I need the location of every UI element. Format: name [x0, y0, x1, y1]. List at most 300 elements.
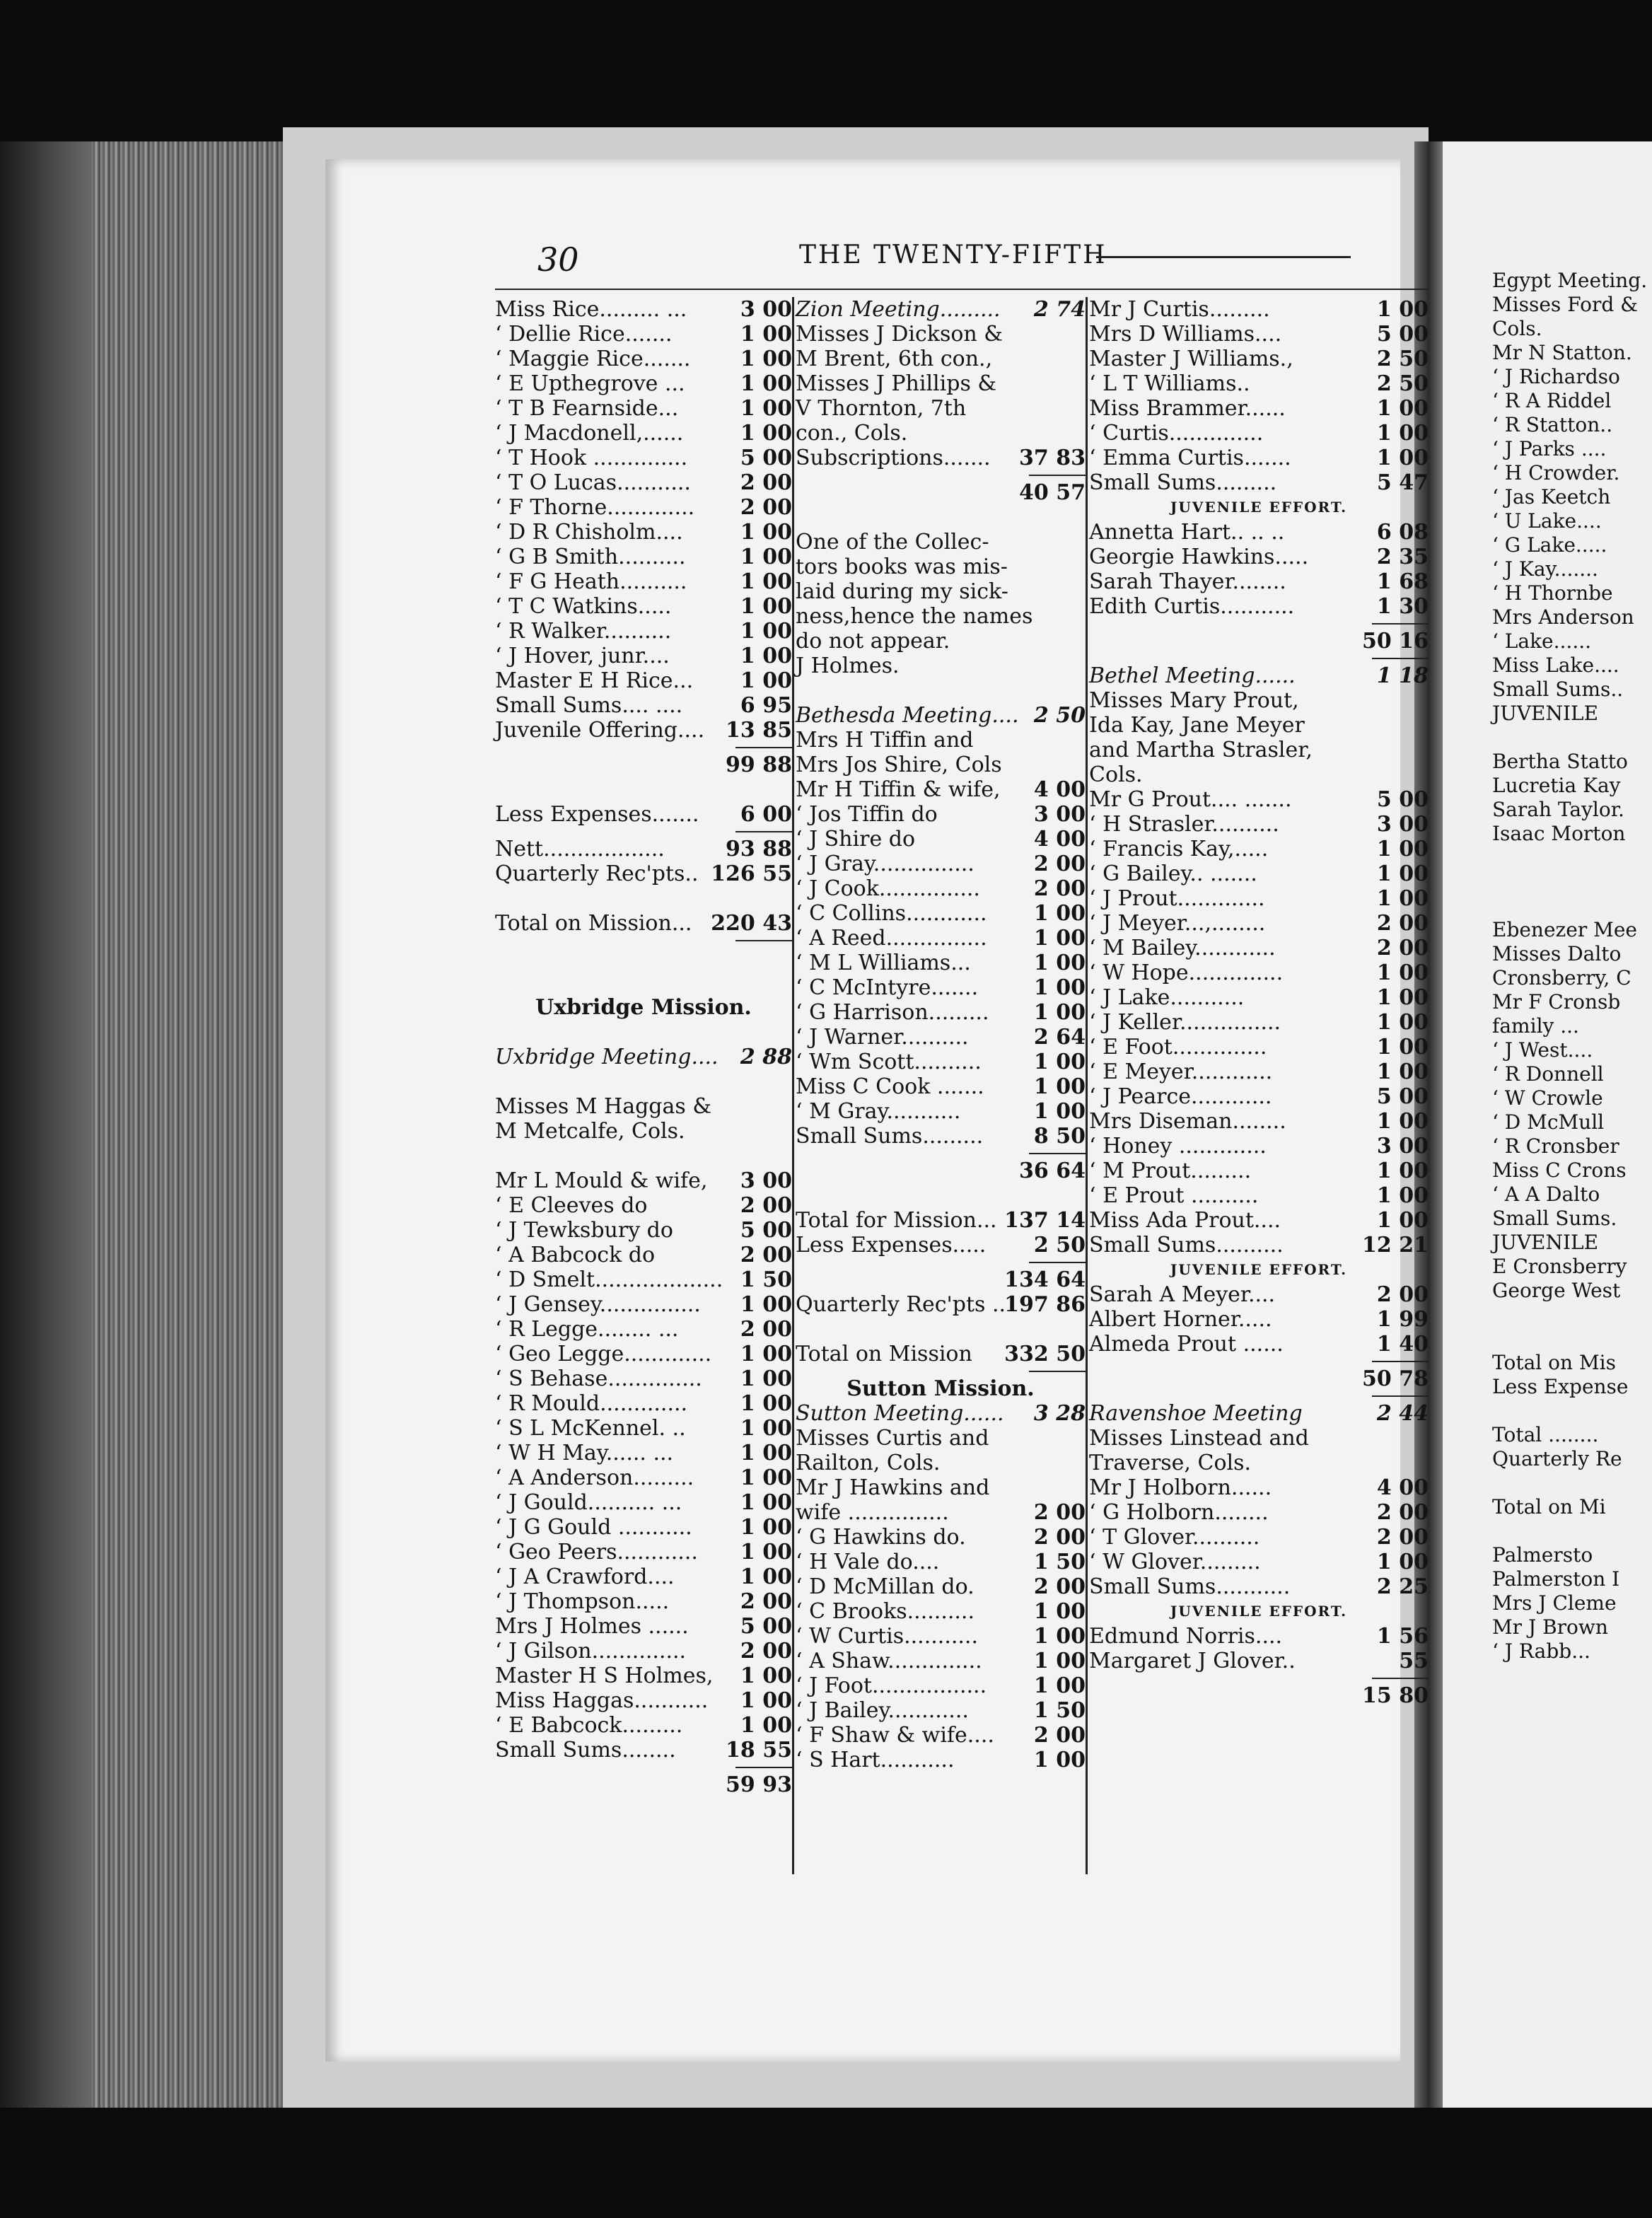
ledger-row [1089, 322, 1429, 347]
ledger-row [495, 1317, 792, 1342]
entry-amount: 1 00 [1376, 837, 1429, 861]
ledger-row [495, 1713, 792, 1738]
entry-amount: 2 00 [1376, 911, 1429, 936]
entry-name: Total for Mission... [796, 1208, 997, 1233]
entry-name: ‘ R Legge........ ... [495, 1317, 679, 1342]
entry-name: ‘ M Gray........... [796, 1099, 961, 1124]
ledger-row [495, 569, 792, 594]
ledger-row [495, 495, 792, 520]
ledger-row [1089, 1550, 1429, 1574]
entry-amount: 2 00 [740, 495, 792, 520]
entry-amount: 3 00 [740, 1168, 792, 1193]
entry-amount: 1 00 [1376, 421, 1429, 446]
entry-name: J Holmes. [796, 654, 900, 678]
entry-name: ‘ W Glover......... [1089, 1550, 1261, 1574]
entry-amount: 1 00 [1033, 975, 1086, 1000]
column-divider [1086, 297, 1088, 1874]
ledger-row [796, 1401, 1086, 1426]
ledger-row [495, 1540, 792, 1564]
entry-amount: 1 50 [1033, 1550, 1086, 1574]
next-page-line: Total on Mis [1492, 1351, 1616, 1374]
entry-name: ‘ G Holborn........ [1089, 1500, 1269, 1525]
spacer [495, 1069, 792, 1094]
entry-name: ‘ Wm Scott.......... [796, 1050, 982, 1074]
entry-amount: 1 56 [1376, 1624, 1429, 1649]
entry-name: ‘ A Reed............... [796, 926, 987, 951]
next-page-line: ‘ G Lake..... [1492, 533, 1607, 557]
entry-amount: 1 00 [1376, 446, 1429, 470]
sum-rule [735, 831, 792, 832]
entry-name: ‘ Dellie Rice....... [495, 322, 673, 347]
ledger-row [495, 1639, 792, 1663]
entry-name: ‘ J Gray............... [796, 852, 975, 876]
ledger-row [495, 421, 792, 446]
next-page-line [1492, 1327, 1647, 1351]
ledger-row [495, 371, 792, 396]
entry-name: Mrs J Holmes ...... [495, 1614, 689, 1639]
next-page-line: ‘ Jas Keetch [1492, 485, 1611, 509]
entry-name: Ravenshoe Meeting [1089, 1401, 1303, 1426]
entry-name: Misses Linstead and [1089, 1426, 1309, 1451]
next-page-line: Miss Lake.... [1492, 654, 1619, 677]
entry-name: ‘ Honey ............. [1089, 1134, 1267, 1159]
ledger-row [1089, 713, 1429, 738]
next-page-line: Mr J Brown [1492, 1615, 1608, 1639]
column-1 [495, 297, 792, 1797]
entry-amount: 1 50 [1033, 1698, 1086, 1723]
entry-amount: 1 00 [740, 371, 792, 396]
entry-name: ‘ D McMillan do. [796, 1574, 975, 1599]
entry-amount: 2 00 [740, 1243, 792, 1267]
entry-amount: 1 00 [740, 1564, 792, 1589]
entry-amount: 2 74 [1033, 297, 1086, 322]
entry-name: Master E H Rice... [495, 668, 694, 693]
entry-amount: 1 00 [1033, 1624, 1086, 1649]
entry-amount: 1 00 [740, 1465, 792, 1490]
ledger-row [796, 1159, 1086, 1183]
ledger-row [495, 1441, 792, 1465]
spacer [495, 886, 792, 911]
entry-amount: 2 44 [1376, 1401, 1429, 1426]
ledger-row [796, 753, 1086, 777]
ledger-row [796, 1208, 1086, 1233]
entry-name: Miss Ada Prout.... [1089, 1208, 1281, 1233]
entry-name: ‘ F G Heath.......... [495, 569, 687, 594]
ledger-row [495, 1589, 792, 1614]
entry-name: M Metcalfe, Cols. [495, 1119, 685, 1144]
next-page-line: Small Sums.. [1492, 678, 1624, 701]
next-page-text [1492, 269, 1647, 1663]
next-page-line: JUVENILE [1492, 1231, 1599, 1254]
next-page-line [1492, 1471, 1647, 1495]
entry-name: ‘ T Glover.......... [1089, 1525, 1260, 1550]
entry-name: Quarterly Rec'pts .. [796, 1292, 1006, 1317]
column-3 [1089, 297, 1429, 1708]
entry-name: ‘ A Shaw.............. [796, 1649, 982, 1673]
entry-name: ‘ M L Williams... [796, 951, 971, 975]
entry-name: Misses M Haggas & [495, 1094, 712, 1119]
entry-name: Margaret J Glover.. [1089, 1649, 1296, 1673]
entry-amount: 93 88 [726, 837, 792, 861]
entry-amount: 1 00 [740, 1416, 792, 1441]
entry-name: Cols. [1089, 762, 1143, 787]
entry-amount: 5 00 [1376, 1084, 1429, 1109]
ledger-row [495, 1515, 792, 1540]
entry-amount: 2 00 [740, 1589, 792, 1614]
next-page-line: ‘ U Lake.... [1492, 509, 1602, 533]
entry-amount: 2 00 [1376, 1500, 1429, 1525]
entry-name: Sutton Meeting...... [796, 1401, 1004, 1426]
entry-amount: 1 00 [1033, 1050, 1086, 1074]
entry-amount: 5 00 [1376, 322, 1429, 347]
entry-amount: 6 00 [740, 802, 792, 827]
entry-name: ‘ G B Smith.......... [495, 545, 686, 569]
next-page-line: Misses Dalto [1492, 942, 1622, 965]
entry-name: ‘ L T Williams.. [1089, 371, 1250, 396]
entry-name: Edith Curtis........... [1089, 594, 1295, 619]
entry-amount: 1 00 [740, 396, 792, 421]
ledger-row [495, 802, 792, 827]
next-page-line: ‘ W Crowle [1492, 1086, 1603, 1110]
ledger-row [1089, 1159, 1429, 1183]
entry-name: Miss Haggas........... [495, 1688, 709, 1713]
entry-amount: 2 00 [1376, 936, 1429, 960]
ledger-row [1089, 663, 1429, 688]
entry-amount: 2 00 [1033, 1723, 1086, 1748]
entry-name: Total on Mission [796, 1342, 972, 1366]
entry-name: wife ............... [796, 1500, 949, 1525]
entry-name: Subscriptions....... [796, 446, 991, 470]
entry-amount: 1 00 [1376, 886, 1429, 911]
entry-name: ‘ W H May...... ... [495, 1441, 674, 1465]
entry-amount: 50 16 [1362, 629, 1429, 654]
entry-name: Uxbridge Meeting.... [495, 1045, 719, 1069]
ledger-row [1089, 396, 1429, 421]
ledger-row [796, 1267, 1086, 1292]
ledger-row [495, 1772, 792, 1797]
next-page-line: Sarah Taylor. [1492, 798, 1624, 821]
ledger-row [796, 802, 1086, 827]
entry-amount: 2 00 [1033, 1525, 1086, 1550]
entry-name: Small Sums......... [796, 1124, 984, 1149]
entry-name: Zion Meeting......... [796, 297, 1001, 322]
entry-name: M Brent, 6th con., [796, 347, 993, 371]
ledger-row [1089, 812, 1429, 837]
entry-name: tors books was mis- [796, 554, 1008, 579]
entry-amount: 1 00 [1376, 1208, 1429, 1233]
entry-name: ‘ J Gensey............... [495, 1292, 701, 1317]
entry-name: ‘ Jos Tiffin do [796, 802, 938, 827]
entry-amount: 332 50 [1004, 1342, 1086, 1366]
entry-amount: 6 95 [740, 693, 792, 718]
ledger-row [796, 1451, 1086, 1475]
entry-amount: 1 00 [1033, 901, 1086, 926]
entry-name: ‘ J Meyer...,........ [1089, 911, 1266, 936]
entry-amount: 1 00 [1376, 1035, 1429, 1059]
entry-name: ‘ J Gilson.............. [495, 1639, 687, 1663]
entry-name: do not appear. [796, 629, 950, 654]
entry-amount: 40 57 [1019, 480, 1086, 505]
ledger-row [796, 1099, 1086, 1124]
entry-name: Nett.................. [495, 837, 665, 861]
entry-name: ‘ J Gould.......... ... [495, 1490, 682, 1515]
entry-name: Georgie Hawkins..... [1089, 545, 1309, 569]
entry-name: ‘ J Shire do [796, 827, 915, 852]
top-rule [495, 289, 1429, 290]
entry-name: ness,hence the names [796, 604, 1033, 629]
entry-name: ‘ M Bailey............ [1089, 936, 1276, 960]
ledger-row [495, 347, 792, 371]
ledger-row [1089, 569, 1429, 594]
entry-name: ‘ J Prout............. [1089, 886, 1265, 911]
spacer [495, 1144, 792, 1168]
entry-amount: 36 64 [1019, 1159, 1086, 1183]
entry-amount: 2 00 [1033, 1500, 1086, 1525]
ledger-row [495, 545, 792, 569]
next-page-line: Mr N Statton. [1492, 341, 1632, 364]
next-page-line: Cronsberry, C [1492, 966, 1631, 989]
ledger-row [796, 1074, 1086, 1099]
book-page-edges [0, 141, 283, 2108]
entry-amount: 197 86 [1004, 1292, 1086, 1317]
ledger-row [796, 827, 1086, 852]
ledger-row [495, 1094, 792, 1119]
ledger-row [1089, 1500, 1429, 1525]
sum-rule [735, 940, 792, 941]
ledger-row [796, 975, 1086, 1000]
entry-amount: 1 00 [1376, 1059, 1429, 1084]
ledger-row [495, 1465, 792, 1490]
entry-amount: 1 00 [1376, 396, 1429, 421]
entry-amount: 1 00 [1033, 951, 1086, 975]
entry-name: Albert Horner..... [1089, 1307, 1272, 1332]
sum-rule [1029, 475, 1086, 476]
entry-name: Traverse, Cols. [1089, 1451, 1252, 1475]
entry-amount: 3 00 [1376, 1134, 1429, 1159]
entry-name: ‘ J Lake........... [1089, 985, 1245, 1010]
sum-rule [1372, 1678, 1429, 1679]
entry-name: Almeda Prout ...... [1089, 1332, 1284, 1357]
entry-amount: 2 88 [740, 1045, 792, 1069]
ledger-row [1089, 1649, 1429, 1673]
next-page-line: Palmerston I [1492, 1567, 1620, 1591]
entry-name: ‘ J Keller............... [1089, 1010, 1281, 1035]
ledger-row [796, 1426, 1086, 1451]
ledger-row [495, 1292, 792, 1317]
entry-amount: 1 00 [740, 1366, 792, 1391]
entry-name: ‘ J Macdonell,...... [495, 421, 684, 446]
entry-name: Master H S Holmes, [495, 1663, 714, 1688]
ledger-row [1089, 520, 1429, 545]
entry-amount: 2 64 [1033, 1025, 1086, 1050]
entry-name: Small Sums.... .... [495, 693, 683, 718]
header-rule [1096, 256, 1351, 258]
page-title: THE TWENTY-FIFTH [799, 240, 1107, 269]
ledger-row [796, 629, 1086, 654]
entry-amount: 2 00 [740, 1317, 792, 1342]
entry-name: ‘ J Tewksbury do [495, 1218, 673, 1243]
ledger-row [796, 901, 1086, 926]
ledger-row [1089, 762, 1429, 787]
entry-name: ‘ E Foot.............. [1089, 1035, 1267, 1059]
entry-amount: 1 00 [740, 668, 792, 693]
ledger-row [1089, 1084, 1429, 1109]
entry-amount: 2 35 [1376, 545, 1429, 569]
ledger-row [796, 530, 1086, 554]
ledger-row [495, 396, 792, 421]
column-2 [796, 297, 1086, 1772]
entry-name: Misses Curtis and [796, 1426, 989, 1451]
entry-amount: 1 40 [1376, 1332, 1429, 1357]
entry-amount: 18 55 [726, 1738, 792, 1763]
ledger-row [1089, 861, 1429, 886]
entry-amount: 1 00 [1033, 1649, 1086, 1673]
next-page-line: Less Expense [1492, 1375, 1629, 1398]
ledger-row [1089, 371, 1429, 396]
entry-amount: 1 50 [740, 1267, 792, 1292]
ledger-row [495, 753, 792, 777]
ledger-row [796, 1525, 1086, 1550]
entry-name: ‘ W Hope.............. [1089, 960, 1284, 985]
entry-name: Mr G Prout.... ....... [1089, 787, 1292, 812]
next-page [1443, 141, 1652, 2108]
next-page-line: ‘ J West.... [1492, 1038, 1593, 1062]
ledger-row [796, 876, 1086, 901]
entry-amount: 1 00 [1376, 297, 1429, 322]
ledger-row [1089, 1475, 1429, 1500]
entry-name: ‘ R Walker.......... [495, 619, 672, 644]
entry-amount: 1 00 [1376, 960, 1429, 985]
ledger-row [1089, 1183, 1429, 1208]
entry-name: ‘ J Foot................. [796, 1673, 987, 1698]
ledger-row [495, 1045, 792, 1069]
entry-name: ‘ H Strasler.......... [1089, 812, 1279, 837]
ledger-row [495, 470, 792, 495]
next-page-line: ‘ A A Dalto [1492, 1183, 1600, 1206]
entry-amount: 2 50 [1376, 371, 1429, 396]
ledger-row [1089, 594, 1429, 619]
ledger-row [796, 297, 1086, 322]
entry-name: ‘ M Prout......... [1089, 1159, 1252, 1183]
entry-name: Railton, Cols. [796, 1451, 941, 1475]
ledger-row [796, 951, 1086, 975]
entry-name: ‘ Geo Peers............ [495, 1540, 698, 1564]
ledger-row [796, 654, 1086, 678]
entry-amount: 1 00 [1376, 1109, 1429, 1134]
entry-amount: 1 00 [1033, 1099, 1086, 1124]
entry-amount: 1 00 [740, 1515, 792, 1540]
entry-amount: 1 00 [740, 1713, 792, 1738]
ledger-row [796, 480, 1086, 505]
entry-name: One of the Collec- [796, 530, 989, 554]
entry-amount: 1 00 [740, 347, 792, 371]
entry-name: ‘ E Cleeves do [495, 1193, 648, 1218]
ledger-row [796, 926, 1086, 951]
ledger-row [796, 1698, 1086, 1723]
entry-amount: 2 00 [740, 1193, 792, 1218]
entry-amount: 220 43 [711, 911, 792, 936]
ledger-row [495, 911, 792, 936]
ledger-row [796, 1500, 1086, 1525]
next-page-line: Cols. [1492, 317, 1542, 340]
ledger-row [1089, 470, 1429, 495]
ledger-row [796, 1624, 1086, 1649]
ledger-row [495, 1391, 792, 1416]
ledger-row [796, 1599, 1086, 1624]
entry-amount: 1 00 [1033, 926, 1086, 951]
ledger-row [796, 1550, 1086, 1574]
entry-name: ‘ T Hook .............. [495, 446, 688, 470]
sum-rule [1029, 1371, 1086, 1372]
ledger-row [495, 1416, 792, 1441]
ledger-row [796, 728, 1086, 753]
ledger-row [796, 1475, 1086, 1500]
entry-amount: 2 00 [1033, 876, 1086, 901]
entry-amount: 59 93 [726, 1772, 792, 1797]
ledger-row [1089, 1208, 1429, 1233]
spacer [495, 970, 792, 995]
ledger-row [796, 703, 1086, 728]
ledger-row [495, 1663, 792, 1688]
ledger-row [1089, 1282, 1429, 1307]
entry-name: ‘ T C Watkins..... [495, 594, 672, 619]
ledger-row [495, 1267, 792, 1292]
ledger-row [495, 619, 792, 644]
ledger-row [495, 520, 792, 545]
subsection-heading: JUVENILE EFFORT. [1170, 1603, 1348, 1620]
ledger-row [495, 1366, 792, 1391]
entry-name: Quarterly Rec'pts.. [495, 861, 699, 886]
entry-amount: 5 00 [740, 1218, 792, 1243]
sum-rule [1029, 1262, 1086, 1263]
next-page-line: ‘ J Richardso [1492, 365, 1620, 388]
entry-name: ‘ J Pearce............ [1089, 1084, 1272, 1109]
entry-name: ‘ Francis Kay,..... [1089, 837, 1269, 861]
ledger-row [495, 1193, 792, 1218]
entry-amount: 3 00 [1033, 802, 1086, 827]
ledger-row [1089, 1010, 1429, 1035]
ledger-row [796, 1025, 1086, 1050]
next-page-line: JUVENILE [1492, 702, 1599, 725]
ledger-row [1089, 1624, 1429, 1649]
entry-name: Small Sums........ [495, 1738, 676, 1763]
ledger-row [495, 1688, 792, 1713]
ledger-row [1089, 1525, 1429, 1550]
ledger-row [1089, 960, 1429, 985]
entry-name: and Martha Strasler, [1089, 738, 1313, 762]
spacer [495, 946, 792, 970]
entry-amount: 1 00 [1033, 1673, 1086, 1698]
entry-amount: 4 00 [1376, 1475, 1429, 1500]
entry-name: ‘ R Mould............. [495, 1391, 688, 1416]
ledger-row [796, 604, 1086, 629]
ledger-row [1089, 1109, 1429, 1134]
entry-name: Miss Rice......... ... [495, 297, 687, 322]
entry-name: ‘ F Shaw & wife.... [796, 1723, 994, 1748]
entry-amount: 1 00 [1376, 1183, 1429, 1208]
entry-amount: 1 00 [1376, 1010, 1429, 1035]
ledger-row [796, 1748, 1086, 1772]
ledger-row [796, 1050, 1086, 1074]
ledger-row [495, 718, 792, 743]
sum-rule [735, 1767, 792, 1768]
sum-rule [1372, 1361, 1429, 1362]
entry-name: Small Sums......... [1089, 470, 1277, 495]
next-page-line: Lucretia Kay [1492, 774, 1621, 797]
entry-name: Annetta Hart.. .. .. [1089, 520, 1285, 545]
next-page-line: ‘ R Statton.. [1492, 413, 1613, 436]
next-page-line: ‘ J Parks .... [1492, 437, 1607, 460]
